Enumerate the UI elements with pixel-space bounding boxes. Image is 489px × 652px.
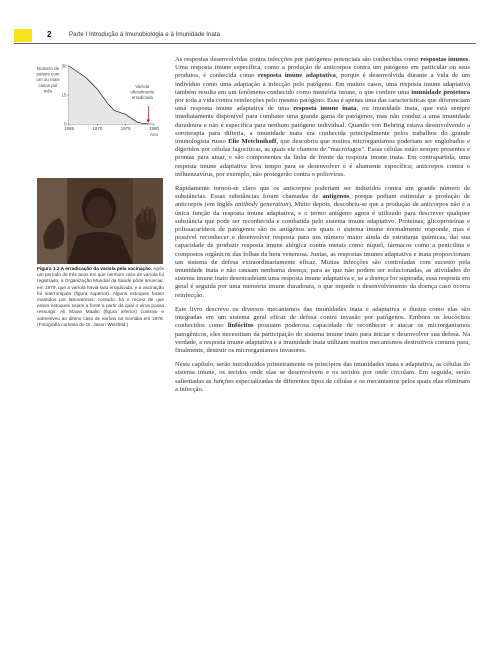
paragraph-4	[175, 361, 470, 394]
text-run: Rapidamente tornou-se claro que os anticorpos poderiam ser induzidos contra um grande número de substâncias. Essas substâncias foram chamadas de	[175, 185, 470, 201]
body-text	[175, 56, 470, 400]
x-ticks	[63, 121, 160, 131]
x-tick-label: 1975	[120, 126, 131, 131]
annotation-arrow-head	[147, 120, 151, 124]
bold-term: antígenos	[322, 193, 350, 201]
paragraph-1	[175, 56, 470, 179]
paragraph-3	[175, 306, 470, 355]
y-tick-label: 30	[61, 63, 67, 69]
running-head-title: Parte I Introdução à Imunobiologia e à Imunidade Inata	[69, 31, 221, 38]
bold-term: resposta imune inata	[293, 105, 357, 113]
text-run: por toda a vida contra reinfecções pelo mesmo patógeno. Essa é apenas uma das características que diferenciam uma resposta imune adaptativa de uma	[175, 97, 470, 113]
bold-term: imunidade protetora	[411, 88, 470, 96]
y-axis-label-line: casos por	[38, 82, 58, 88]
y-axis-label-line: mês	[43, 88, 53, 94]
annotation-line: erradicada	[131, 94, 153, 100]
x-tick-label: 1980	[148, 126, 160, 131]
x-tick-label: 1965	[63, 126, 75, 131]
photo-ali-maow-maalin	[37, 178, 163, 264]
text-run: . Uma resposta imune específica, como a produção de anticorpos contra um patógeno em particular ou seus produtos, é conhecida como	[175, 56, 470, 80]
text-run: , porque podiam estimular a produção de anticorpos (em inglês	[175, 193, 470, 209]
text-run: Este livro descreve os diversos mecanismos das imunidades inata e adaptativa e ilustra como elas são integradas em um sistema geral eficaz de defesa contra invasão por patógenos. Embora os leucócitos conhecidos como	[175, 305, 470, 330]
running-header	[14, 29, 476, 44]
y-tick-label: 0	[63, 121, 67, 127]
italic-term: antibody generation	[234, 201, 289, 209]
y-axis-label	[36, 66, 60, 93]
annotation-line: oficialmente	[130, 89, 155, 95]
bold-term: linfócitos	[227, 322, 254, 330]
caption-text: Após um período de três anos em que nenhum caso de varíola foi registrado, a Organização Mundial da Saúde pôde anunciar, em 1979, que a varíola havia sido erradicada, e a vacinação foi interrompida (figura superior). Alguns estoques foram mantidos por laboratórios; contudo, há o receio de que esses estoques sejam a fonte a partir da qual o vírus possa ressurgir. Ali Maow Maalin (figura inferior) contraiu e sobreviveu ao último caso de varíola na Somália em 1978. (Fotografia cortesia do Dr. Jason Weisfeld.)	[37, 267, 165, 328]
y-axis-label-line: Número de	[36, 66, 60, 71]
page-number-tab	[14, 29, 32, 42]
paragraph-2	[175, 185, 470, 300]
y-ticks	[61, 64, 69, 127]
photo-illustration	[37, 178, 163, 264]
smallpox-chart	[34, 58, 164, 162]
bold-term: Elie Metchnikoff	[228, 138, 277, 146]
bold-term: respostas imunes	[420, 56, 469, 63]
x-tick-label: 1970	[92, 126, 103, 131]
text-run: , ou imunidade inata, que está sempre imediatamente disponível para combater uma grande gama de patógenos, mas não conduz a uma imunidade duradoura e não é específica para nenhum patógeno individual. Quando von Behring estava desenvolvendo a soroterapia para difteria, a imunidade inata era conhecida principalmente pelos trabalhos do grande imunologista russo	[175, 105, 470, 146]
text-run: ). Muito depois, descobriu-se que a produção de anticorpos não é a única função da resposta imune adaptativa, e o termo antígeno agora é utilizado para descrever qualquer substância que pode ser reconhecida e combatida pelo sistema imune adaptativo. Proteínas, glicoproteínas e polissacarídeos de patógenos são os antígenos aos quais o sistema imune normalmente responde, mas é possível reconhecer e desenvolver resposta para um número maior ainda de estruturas químicas, daí sua capacidade de produzir resposta imune alérgica contra metais como níquel, fármacos como a penicilina e compostos orgânicos das folhas da hera venenosa. Juntas, as respostas imunes adaptativa e inata proporcionam um sistema de defesa extraordinariamente eficaz. Muitas infecções são controladas com sucesso pela imunidade inata e não causam nenhuma doença; para as que não podem ser solucionadas, as atividades do sistema imune inato desencadeiam uma resposta imune adaptativa e, se a doença for superada, essa resposta em geral é seguida por uma memória imune duradoura, o que impede o desenvolvimento da doença caso ocorra reinfecção.	[175, 201, 471, 299]
caption-label: Figura 1.2 A erradicação da varíola pela vacinação.	[37, 267, 153, 272]
y-axis-label-line: países com	[36, 71, 60, 77]
bold-term: resposta imune adaptativa	[257, 72, 336, 80]
annotation-line: Varíola	[135, 84, 150, 89]
text-run: , porque é desenvolvida durante a vida de um indivíduo como uma adaptação à infecção pelo patógeno. Em muitos casos, uma resposta imune adaptativa também resulta em um fenômeno conhecido como memória imune, o que confere uma	[175, 72, 470, 96]
x-axis-label: Ano	[149, 132, 159, 137]
text-run: , que descobriu que muitos microrganismos poderiam ser englobados e digeridos por células fagocíticas, as quais ele chamou de "macrófagos". Essas células estão sempre presentes e prontas para atuar, e são componentes da linha de frente da resposta imune inata. Em contrapartida, uma resposta imune adaptativa leva tempo para se desenvolver e é altamente específica; anticorpos contra o influenzavírus, por exemplo, não protegerão contra o poliovírus.	[175, 138, 470, 178]
text-run: As respostas desenvolvidas contra infecções por patógenos potenciais são conhecidas como	[175, 56, 421, 63]
page-number: 2	[47, 30, 52, 39]
y-axis-label-line: um ou mais	[36, 77, 60, 83]
eradication-annotation	[130, 84, 155, 123]
text-run: Neste capítulo, serão introduzidos primeiramente os princípios das imunidades inata e adaptativa, as células do sistema imune, os tecidos onde elas se desenvolvem e os tecidos por onde circulam. Em seguida, serão salientadas as funções especializadas de diferentes tipos de células e os mecanismos pelos quais elas eliminam a infecção.	[175, 361, 470, 393]
figure-caption	[37, 267, 164, 329]
y-tick-label: 15	[61, 92, 67, 98]
text-run: possuam poderosa capacidade de reconhecer e atacar os microrganismos patogênicos, eles necessitam da participação do sistema imune inato para iniciar e desenvolver sua defesa. Na verdade, a resposta imune adaptativa e a imunidade inata utilizam muitos mecanismos destrutivos comuns para, finalmente, destruir os microrganismos invasores.	[175, 322, 470, 354]
